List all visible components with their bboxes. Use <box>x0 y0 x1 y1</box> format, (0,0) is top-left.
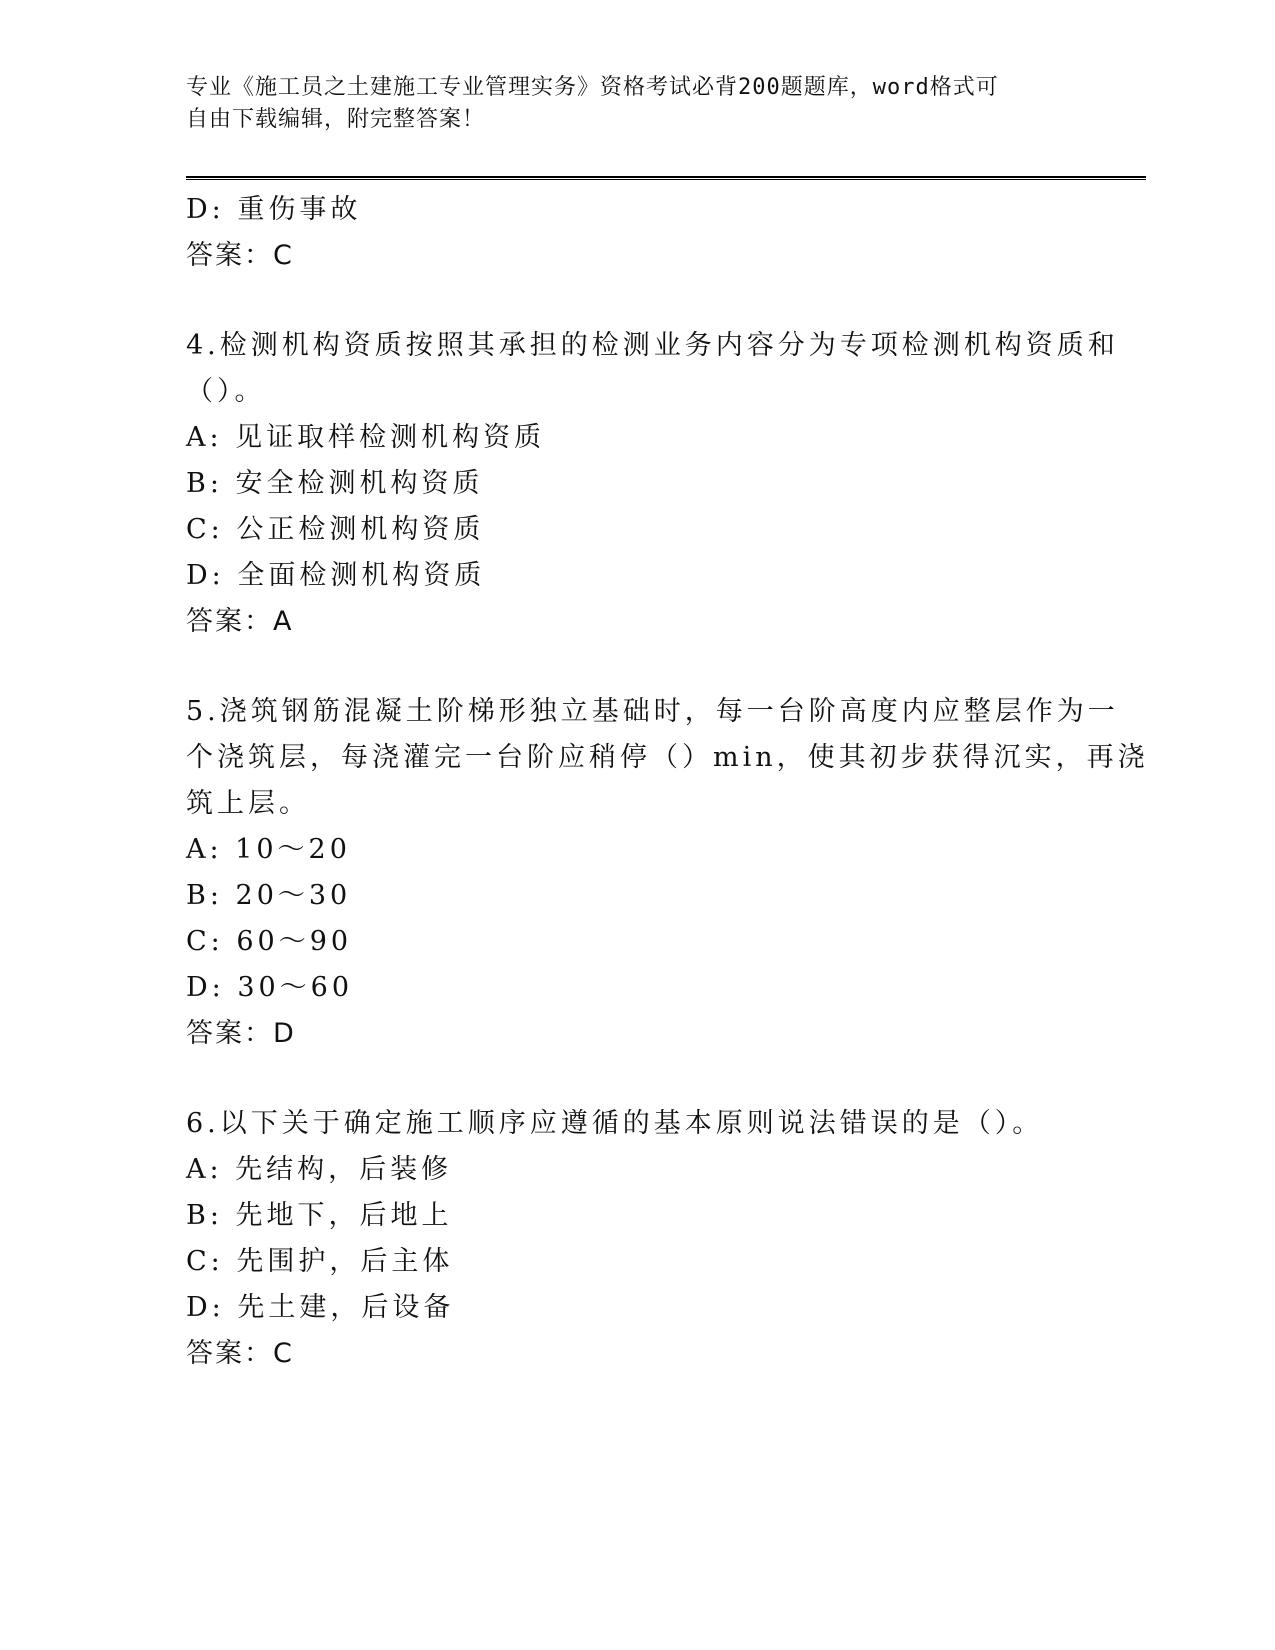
answer-line: 答案：D <box>186 1018 296 1049</box>
question-stem-line: 筑上层。 <box>186 788 310 819</box>
answer-line: 答案：A <box>186 606 294 637</box>
question-list <box>186 187 1149 1377</box>
option-c: C: 60～90 <box>186 926 353 957</box>
option-a: A: 见证取样检测机构资质 <box>186 422 546 453</box>
option-b: B: 20～30 <box>186 880 352 911</box>
previous-question-tail <box>186 187 1086 279</box>
option-a: A: 先结构，后装修 <box>186 1154 453 1185</box>
option-d: D: 全面检测机构资质 <box>186 560 486 591</box>
option-b: B: 安全检测机构资质 <box>186 468 484 499</box>
question-stem-line: 4.检测机构资质按照其承担的检测业务内容分为专项检测机构资质和 <box>186 330 1119 361</box>
spacer <box>186 279 1086 323</box>
option-c: C: 先围护，后主体 <box>186 1246 454 1277</box>
option-c: C: 公正检测机构资质 <box>186 514 485 545</box>
question-stem-line: 6.以下关于确定施工顺序应遵循的基本原则说法错误的是（）。 <box>186 1108 1044 1139</box>
header-line-2: 自由下载编辑，附完整答案！ <box>186 107 486 132</box>
answer-line: 答案：C <box>186 1338 294 1369</box>
option-d: D: 重伤事故 <box>186 194 362 225</box>
question-stem-line: 个浇筑层，每浇灌完一台阶应稍停（）min，使其初步获得沉实，再浇 <box>186 742 1149 773</box>
question-stem-line: （）。 <box>186 376 266 407</box>
option-d: D: 先土建，后设备 <box>186 1292 455 1323</box>
header-divider <box>186 176 1146 180</box>
header-line-1: 专业《施工员之土建施工专业管理实务》资格考试必背200题题库，word格式可 <box>186 75 999 100</box>
option-b: B: 先地下，后地上 <box>186 1200 453 1231</box>
question-stem-line: 5.浇筑钢筋混凝土阶梯形独立基础时，每一台阶高度内应整层作为一 <box>186 696 1119 727</box>
option-a: A: 10～20 <box>186 834 351 865</box>
option-d: D: 30～60 <box>186 972 354 1003</box>
question-6 <box>186 1101 1086 1377</box>
spacer <box>186 1057 1086 1101</box>
question-4 <box>186 323 1119 645</box>
question-5 <box>186 689 1149 1057</box>
spacer <box>186 645 1086 689</box>
answer-line: 答案：C <box>186 240 294 271</box>
document-header <box>186 72 1066 136</box>
